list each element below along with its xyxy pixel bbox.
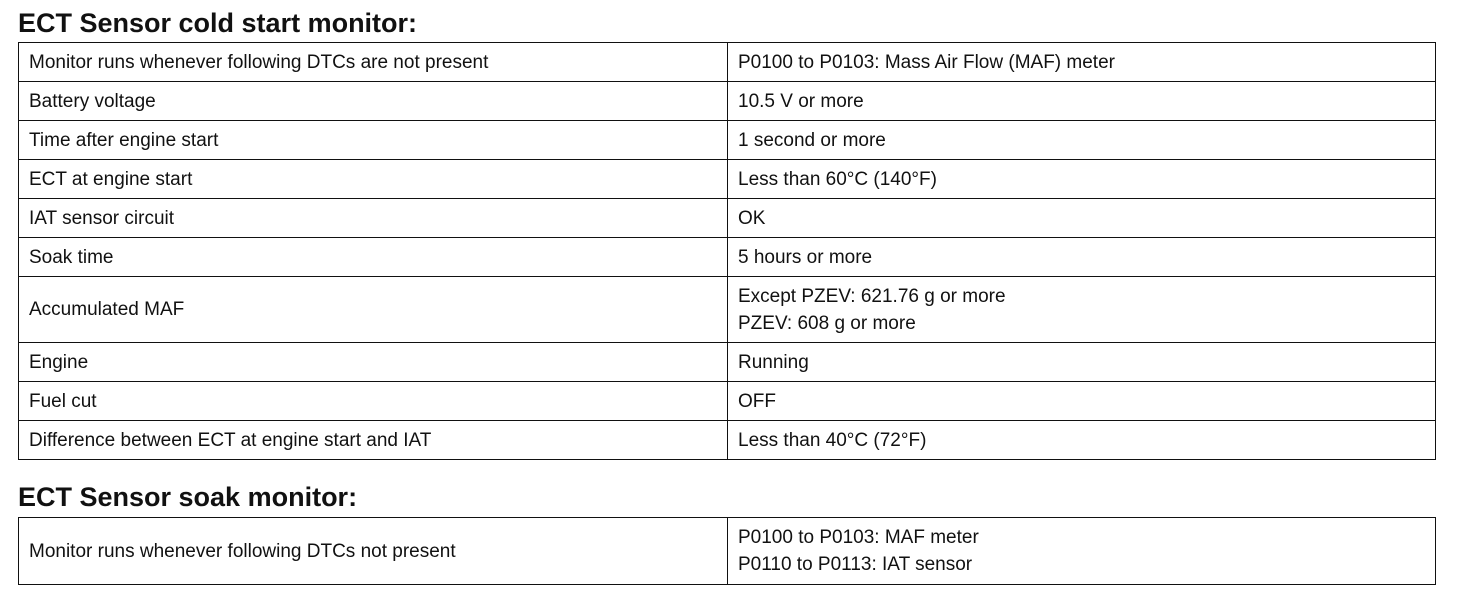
section-title-soak: ECT Sensor soak monitor:: [18, 482, 358, 512]
table-row: [19, 82, 1436, 121]
condition-value: 1 second or more: [728, 121, 1436, 160]
condition-label: Accumulated MAF: [19, 277, 728, 343]
condition-label: Difference between ECT at engine start and IAT: [19, 421, 728, 460]
table-row: [19, 121, 1436, 160]
condition-label: Engine: [19, 343, 728, 382]
table-row: [19, 421, 1436, 460]
condition-value: OK: [728, 199, 1436, 238]
condition-label: Monitor runs whenever following DTCs are not present: [19, 43, 728, 82]
condition-label: Monitor runs whenever following DTCs not present: [19, 518, 728, 585]
condition-value-line: P0110 to P0113: IAT sensor: [738, 554, 973, 575]
condition-value: 10.5 V or more: [728, 82, 1436, 121]
condition-label: Fuel cut: [19, 382, 728, 421]
condition-value: 5 hours or more: [728, 238, 1436, 277]
table-row: [19, 277, 1436, 343]
condition-label: IAT sensor circuit: [19, 199, 728, 238]
condition-value: Less than 60°C (140°F): [728, 160, 1436, 199]
table-row: [19, 343, 1436, 382]
table-row: [19, 199, 1436, 238]
condition-value-line: Except PZEV: 621.76 g or more: [738, 285, 1006, 307]
soak-conditions-table: [18, 517, 1436, 585]
table-row: [19, 160, 1436, 199]
table-row: [19, 518, 1436, 585]
condition-label: Battery voltage: [19, 82, 728, 121]
condition-value: [728, 277, 1436, 343]
condition-label: Soak time: [19, 238, 728, 277]
condition-value: Running: [728, 343, 1436, 382]
condition-value-line: PZEV: 608 g or more: [738, 312, 916, 334]
condition-value: Less than 40°C (72°F): [728, 421, 1436, 460]
condition-value-line: P0100 to P0103: MAF meter: [738, 527, 979, 548]
table-row: [19, 382, 1436, 421]
condition-label: Time after engine start: [19, 121, 728, 160]
cold-start-conditions-table: [18, 42, 1436, 460]
condition-value: P0100 to P0103: Mass Air Flow (MAF) meter: [728, 43, 1436, 82]
table-row: [19, 43, 1436, 82]
condition-value: OFF: [728, 382, 1436, 421]
section-title-cold-start: ECT Sensor cold start monitor:: [18, 8, 418, 38]
table-row: [19, 238, 1436, 277]
condition-value: [728, 518, 1436, 585]
condition-label: ECT at engine start: [19, 160, 728, 199]
